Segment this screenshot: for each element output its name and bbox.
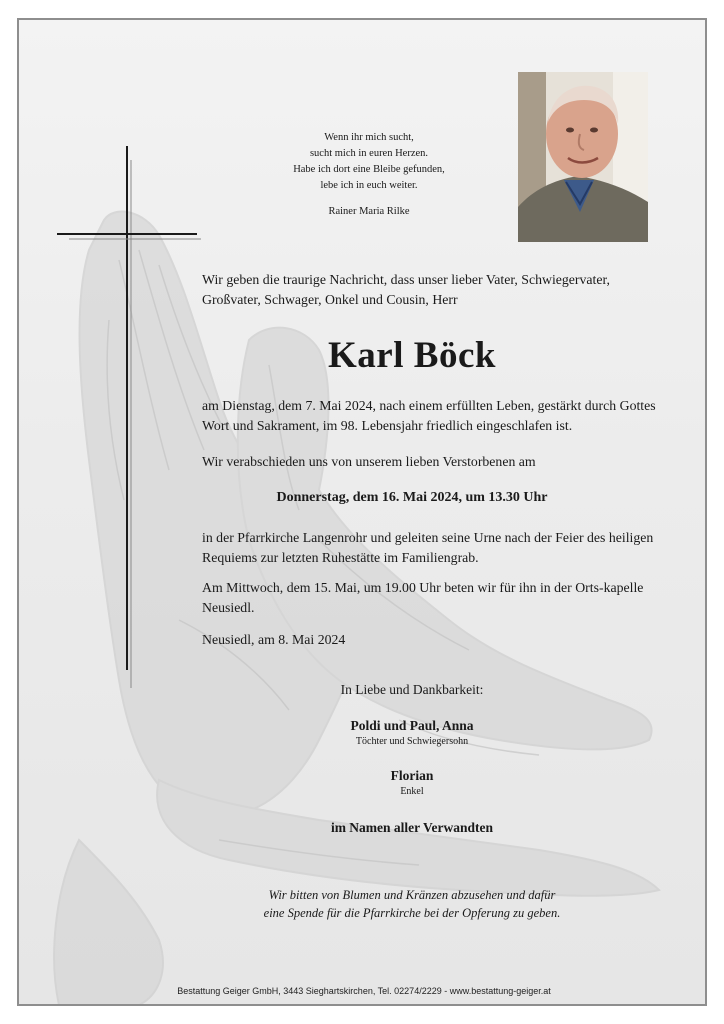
request-line: eine Spende für die Pfarrkirche bei der Opferung zu geben. (263, 906, 561, 920)
announcement-intro: Wir geben die traurige Nachricht, dass unser lieber Vater, Schwiegervater, Großvater, Schwager, Onkel und Cousin, Herr (202, 272, 610, 307)
mourner-relation: Töchter und Schwiegersohn (355, 736, 469, 747)
death-notice: am Dienstag, dem 7. Mai 2024, nach einem erfüllten Leben, gestärkt durch Gottes Wort und Sakrament, im 98. Lebensjahr friedlich eingeschlafen ist. (202, 398, 656, 433)
poem-line: Habe ich dort eine Bleibe gefunden, (293, 164, 445, 175)
poem-line: lebe ich in euch weiter. (320, 180, 418, 191)
poem (249, 130, 489, 220)
mourner-names: Florian (390, 768, 434, 783)
portrait-photo (518, 72, 648, 242)
mourner-relation: Enkel (400, 786, 424, 797)
mourner-names: Poldi und Paul, Anna (350, 718, 474, 733)
funeral-home-footer: Bestattung Geiger GmbH, 3443 Sieghartskirchen, Tel. 02274/2229 - www.bestattung-geiger.at (177, 986, 551, 996)
prayer-text: Am Mittwoch, dem 15. Mai, um 19.00 Uhr beten wir für ihn in der Orts-kapelle Neusiedl. (202, 580, 644, 615)
obituary-card (17, 18, 707, 1006)
mourners-closing: im Namen aller Verwandten (330, 820, 494, 835)
church-text: in der Pfarrkirche Langenrohr und geleiten seine Urne nach der Feier des heiligen Requiems zur letzten Ruhestätte im Familiengrab. (202, 530, 654, 565)
funeral-date: Donnerstag, dem 16. Mai 2024, um 13.30 Uhr (276, 490, 548, 505)
donation-request (202, 886, 622, 922)
deceased-name: Karl Böck (328, 335, 496, 376)
cross-icon (19, 20, 219, 720)
poem-line: Wenn ihr mich sucht, (324, 132, 414, 143)
mourner-group (202, 768, 622, 797)
place-date: Neusiedl, am 8. Mai 2024 (202, 632, 346, 647)
mourners-intro: In Liebe und Dankbarkeit: (340, 682, 484, 697)
poem-author: Rainer Maria Rilke (328, 206, 410, 217)
mourner-group (202, 718, 622, 747)
poem-line: sucht mich in euren Herzen. (309, 148, 429, 159)
farewell-text: Wir verabschieden uns von unserem lieben Verstorbenen am (202, 454, 536, 469)
request-line: Wir bitten von Blumen und Kränzen abzusehen und dafür (268, 888, 556, 902)
